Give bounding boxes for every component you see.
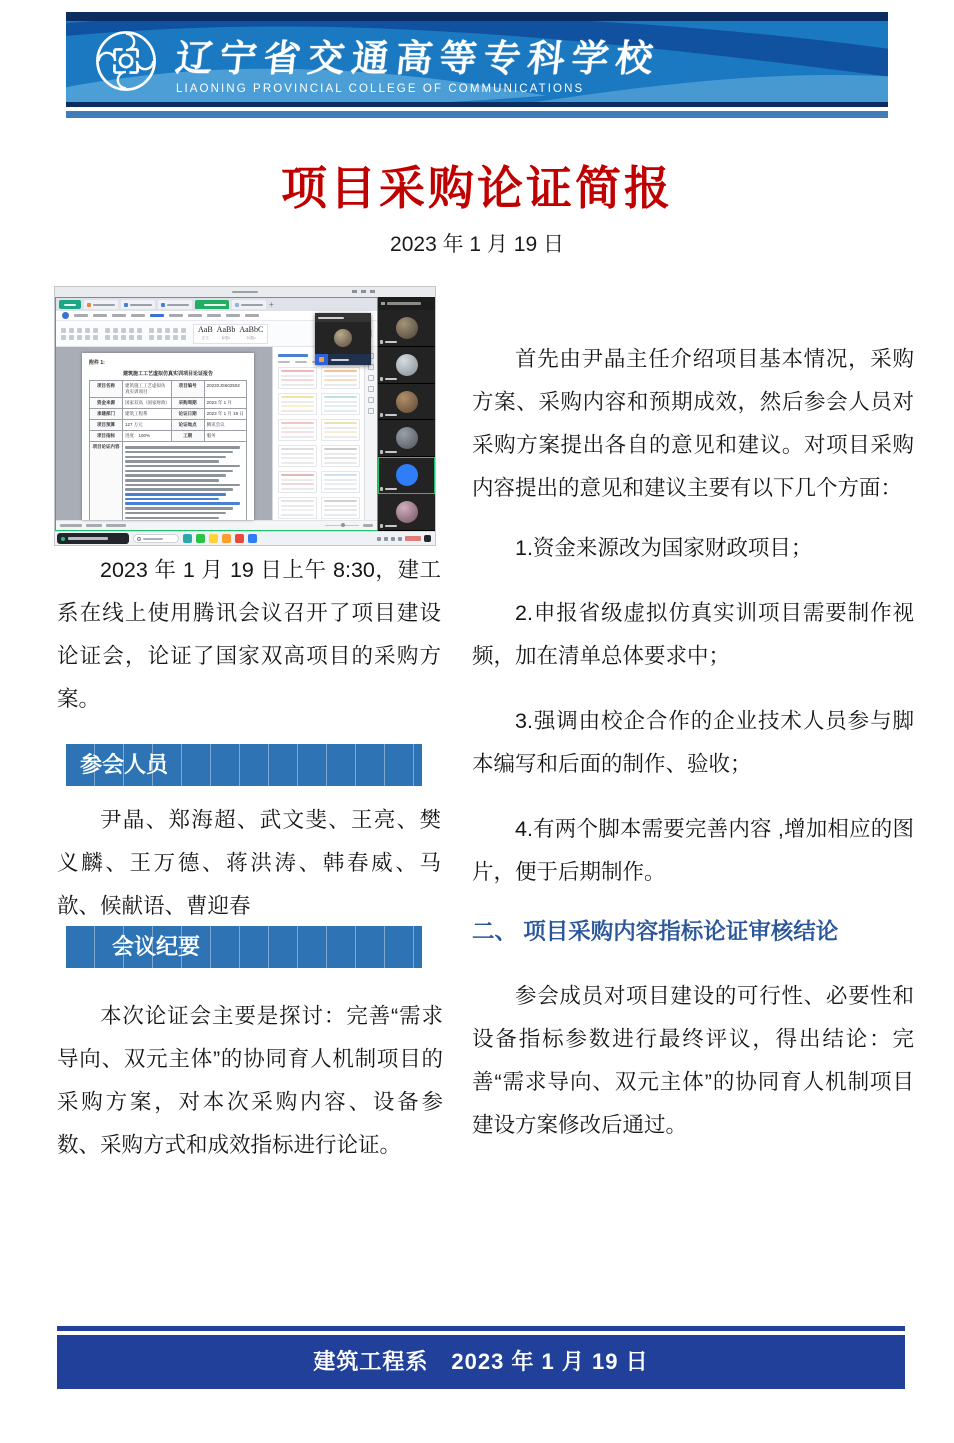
- page-title: 项目采购论证简报: [281, 162, 673, 214]
- taskbar-app-icon: [196, 534, 205, 543]
- ribbon-paragraph-group: [149, 328, 187, 340]
- table-style-swatch: [321, 471, 360, 493]
- floating-window-body: [315, 322, 371, 354]
- participant-avatar: [396, 427, 418, 449]
- school-names: [173, 28, 662, 95]
- participant-tile: [378, 384, 435, 421]
- word-assistant-icon: [62, 312, 69, 319]
- mini-table-row: [90, 398, 247, 409]
- mic-icon: [380, 413, 383, 417]
- side-tool-strip: [364, 347, 377, 520]
- mini-table: [89, 380, 247, 520]
- meeting-tray-icon: [424, 535, 431, 542]
- page-footer: [57, 1326, 905, 1389]
- style-gallery-item: AaBbC 标题2: [239, 324, 264, 340]
- screenshot-window-controls: [352, 290, 375, 293]
- embedded-doc-title: 建筑施工工艺虚拟仿真实训项目论证报告: [122, 371, 213, 377]
- meeting-screenshot: [55, 287, 435, 545]
- school-name-zh: 辽宁省交通高等专科学校: [173, 37, 662, 79]
- attachment-label: 附件 1:: [89, 360, 105, 366]
- footer-bar: 建筑工程系 2023 年 1 月 19 日: [57, 1335, 905, 1389]
- table-style-swatch: [278, 367, 317, 389]
- participant-tile: [378, 457, 435, 494]
- floating-window-footer: [315, 354, 371, 365]
- participant-tile: [378, 420, 435, 457]
- system-tray: [377, 535, 431, 542]
- intro-paragraph: 2023 年 1 月 19 日上午 8:30，建工系在线上使用腾讯会议召开了项目建设论证会，论证了国家双高项目的采购方案。: [57, 558, 441, 711]
- participant-name-label: [380, 340, 397, 344]
- table-style-swatch: [278, 393, 317, 415]
- document-tab: [121, 300, 155, 309]
- style-grid: [278, 367, 360, 519]
- banner-top-stripe: [66, 12, 888, 21]
- mini-table-label: 论证日期: [171, 409, 204, 420]
- mini-table-value: 2023 年 1 月: [204, 398, 246, 409]
- taskbar-app-icon: [235, 534, 244, 543]
- mini-table-value: 127 万元: [122, 420, 171, 431]
- style-gallery-item: AaB 正文: [198, 324, 213, 340]
- participant-strip-header: [378, 297, 435, 310]
- mini-table-label: 项目名称: [90, 381, 123, 398]
- screenshot-window-titlebar: [55, 287, 435, 297]
- taskbar-search-box: [133, 534, 179, 543]
- mini-table-label: 项目编号: [171, 381, 204, 398]
- word-tab-bar: [56, 298, 377, 311]
- participant-avatar: [396, 464, 418, 486]
- table-style-swatch: [321, 393, 360, 415]
- participant-name-label: [380, 450, 397, 454]
- mini-table-row: [90, 431, 247, 442]
- mini-table-value: 建筑工程系: [122, 409, 171, 420]
- mic-icon: [380, 450, 383, 454]
- screenshot-main-row: [55, 297, 435, 531]
- table-style-swatch: [278, 497, 317, 519]
- participant-tile: [378, 310, 435, 347]
- mini-table-row: [90, 409, 247, 420]
- minutes-section-header: 会议纪要: [66, 926, 422, 968]
- participant-strip: [378, 297, 435, 531]
- participant-avatar: [396, 391, 418, 413]
- page-date: 2023 年 1 月 19 日: [390, 233, 564, 256]
- participants-list: 尹晶、郑海超、武文斐、王亮、樊义麟、王万德、蒋洪涛、韩春威、马歆、候献语、曹迎春: [57, 808, 441, 918]
- suggestion-item-4: 4.有两个脚本需要完善内容 ,增加相应的图片，便于后期制作。: [472, 817, 914, 884]
- document-tab: [195, 300, 229, 309]
- banner-bottom-stripe-blue: [66, 111, 888, 118]
- participant-tile: [378, 494, 435, 531]
- mini-table-value: 服务: [204, 431, 246, 442]
- suggestion-item-3: 3.强调由校企合作的企业技术人员参与脚本编写和后面的制作、验收；: [472, 709, 914, 776]
- doc-content-lines: [122, 442, 246, 521]
- mini-table-value: 进度：100%: [122, 431, 171, 442]
- mini-table-row: [90, 381, 247, 398]
- participant-name-label: [380, 487, 397, 491]
- mini-table-label: 项目指标: [90, 431, 123, 442]
- participant-avatar: [396, 501, 418, 523]
- taskbar-app-icon: [248, 534, 257, 543]
- document-page: [82, 353, 254, 520]
- tray-clock: [405, 536, 421, 541]
- suggestion-item-1: 1.资金来源改为国家财政项目；: [515, 536, 813, 560]
- section2-heading: 二、 项目采购内容指标论证审核结论: [472, 919, 839, 944]
- table-style-swatch: [278, 419, 317, 441]
- table-style-swatch: [321, 419, 360, 441]
- mini-table-value: 建筑施工工艺虚拟仿真实训项目: [122, 381, 171, 398]
- mini-table-label: 工期: [171, 431, 204, 442]
- style-gallery-item: AaBb 标题1: [216, 324, 236, 340]
- table-style-swatch: [278, 445, 317, 467]
- mini-table-row: [90, 420, 247, 431]
- mic-icon: [380, 524, 383, 528]
- mini-table-label: 项目论证内容: [90, 442, 123, 521]
- zoom-slider: [325, 525, 359, 527]
- mini-table-label: 资金来源: [90, 398, 123, 409]
- document-tab: [158, 300, 192, 309]
- minutes-paragraph: 本次论证会主要是探讨：完善“需求导向、双元主体”的协同育人机制项目的采购方案，对本次采购内容、设备参数、采购方式和成效指标进行论证。: [57, 1004, 443, 1157]
- document-tab: [84, 300, 118, 309]
- mini-table-value: 2023 年 1 月 19 日: [204, 409, 246, 420]
- participant-name-label: [380, 524, 397, 528]
- table-style-swatch: [321, 497, 360, 519]
- ribbon-clipboard-group: [61, 328, 99, 340]
- right-column: [472, 338, 914, 1147]
- mic-icon: [380, 377, 383, 381]
- mini-table-value: 腾讯会议: [204, 420, 246, 431]
- word-status-bar: [56, 520, 377, 530]
- taskbar-app-icon: [222, 534, 231, 543]
- document-canvas: [56, 347, 377, 520]
- mic-icon: [380, 487, 383, 491]
- search-icon: [137, 537, 141, 541]
- participant-name-label: [380, 413, 397, 417]
- mini-table-label: 论证地点: [171, 420, 204, 431]
- sharing-dot-icon: [61, 537, 65, 541]
- screen-sharing-indicator: [57, 533, 129, 544]
- conclusion-paragraph: 参会成员对项目建设的可行性、必要性和设备指标参数进行最终评议，得出结论：完善“需求导向、双元主体”的协同育人机制项目建设方案修改后通过。: [472, 984, 914, 1137]
- table-style-swatch: [321, 367, 360, 389]
- word-home-button: [59, 300, 81, 309]
- school-logo-icon: [92, 27, 160, 95]
- table-style-swatch: [321, 445, 360, 467]
- mini-table-label: 采购周期: [171, 398, 204, 409]
- mini-table-content-row: [90, 442, 247, 521]
- table-style-swatch: [278, 471, 317, 493]
- speaker-highlight: [315, 354, 328, 365]
- mic-icon: [380, 340, 383, 344]
- participant-strip-tiles: [378, 310, 435, 531]
- taskbar-app-icon: [209, 534, 218, 543]
- right-paragraph-1: 首先由尹晶主任介绍项目基本情况，采购方案、采购内容和预期成效，然后参会人员对采购方案提出各自的意见和建议。对项目采购内容提出的意见和建议主要有以下几个方面：: [472, 347, 914, 500]
- participant-avatar: [396, 354, 418, 376]
- school-brand: [92, 25, 660, 97]
- new-tab-icon: +: [269, 299, 274, 309]
- mini-table-value: 国家双高（国家财政）: [122, 398, 171, 409]
- panel-title-skeleton: [278, 354, 308, 357]
- school-banner: [66, 12, 888, 118]
- floating-window-header: [315, 313, 371, 322]
- participant-tile: [378, 347, 435, 384]
- suggestion-item-2: 2.申报省级虚拟仿真实训项目需要制作视频，加在清单总体要求中；: [472, 601, 914, 668]
- document-tab: [232, 300, 266, 309]
- speaker-avatar: [334, 329, 352, 347]
- mini-table-value: 2023XJS602502: [204, 381, 246, 398]
- school-name-en: LIAONING PROVINCIAL COLLEGE OF COMMUNICATIONS: [176, 82, 585, 95]
- style-gallery: [193, 324, 268, 344]
- mini-table-label: 项目预算: [90, 420, 123, 431]
- participant-name-label: [380, 377, 397, 381]
- table-style-panel: [272, 347, 364, 520]
- taskbar-icons: [183, 534, 257, 543]
- mini-table-label: 承建部门: [90, 409, 123, 420]
- taskbar-app-icon: [183, 534, 192, 543]
- banner-main: [66, 21, 888, 102]
- ribbon-font-group: [105, 328, 143, 340]
- participants-section-header: 参会人员: [66, 744, 422, 786]
- meeting-floating-window: [315, 313, 371, 365]
- participant-avatar: [396, 317, 418, 339]
